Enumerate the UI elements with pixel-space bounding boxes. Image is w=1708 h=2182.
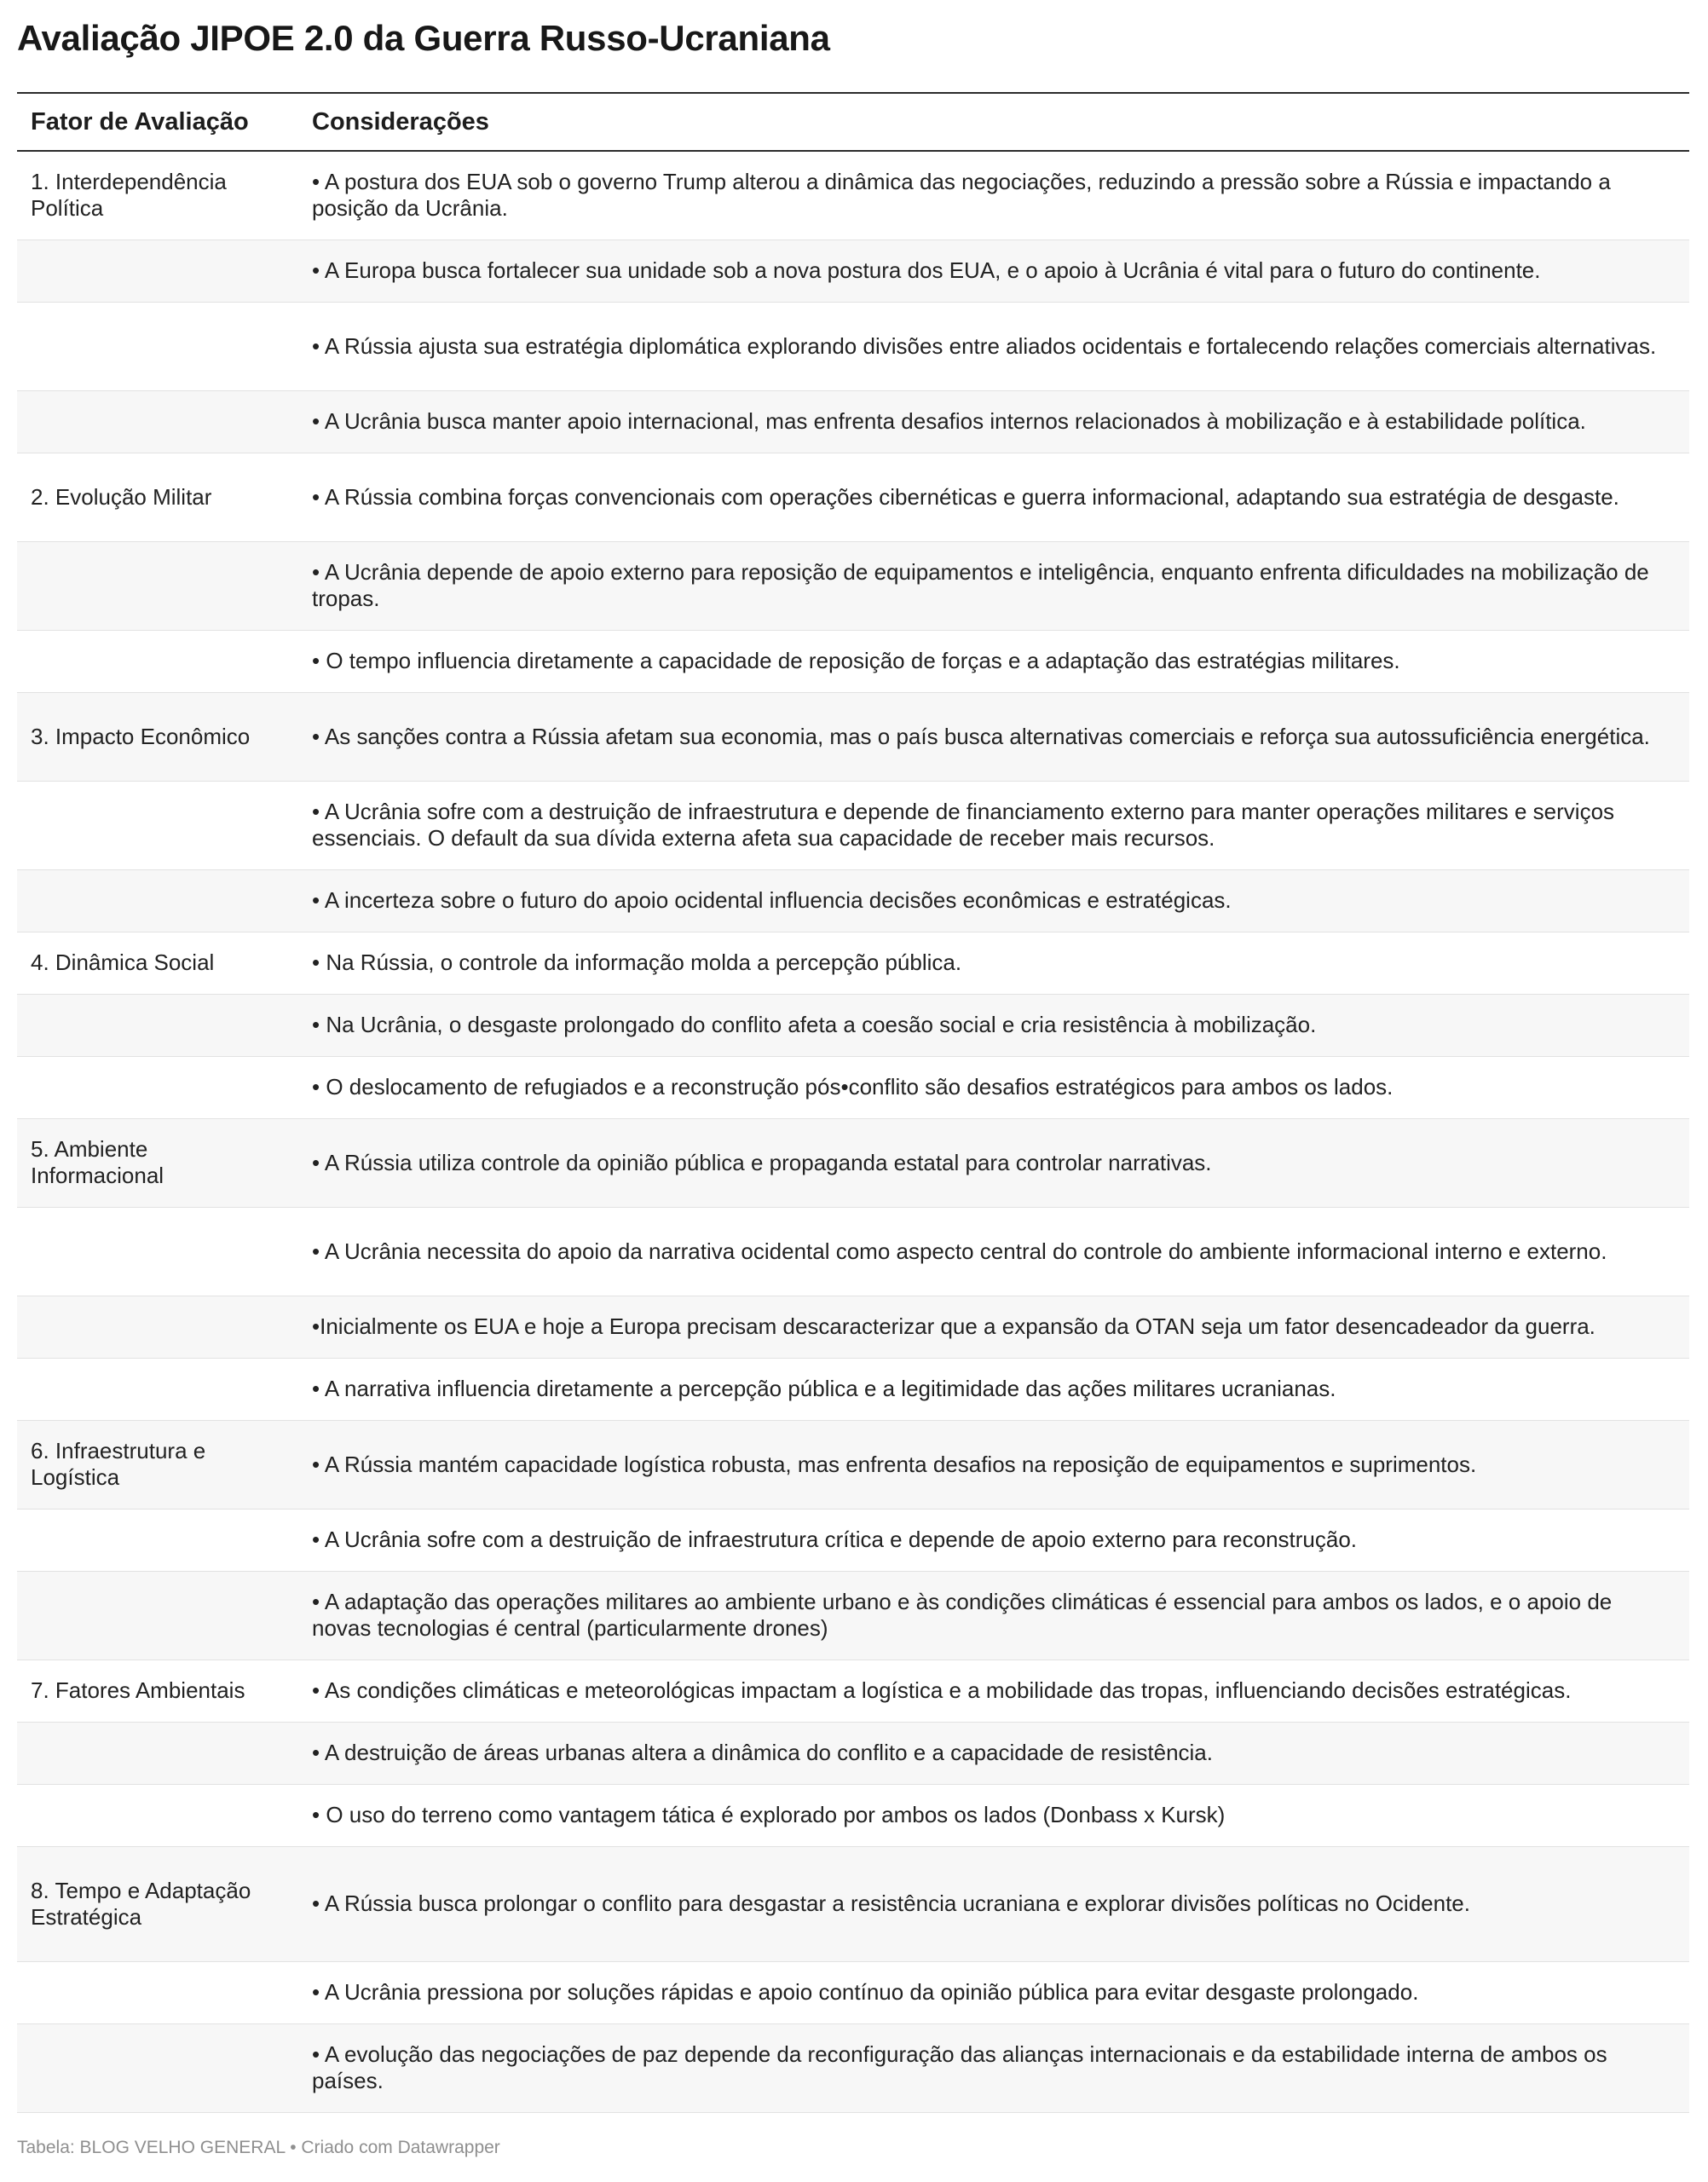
table-row — [17, 1784, 1689, 1846]
table-row — [17, 1722, 1689, 1784]
table-container — [17, 0, 1689, 2093]
row-factor — [17, 1056, 298, 1118]
row-text: • O deslocamento de refugiados e a reconstrução pós•conflito são desafios estratégicos para ambos os lados. — [298, 1056, 1689, 1118]
row-text: • As condições climáticas e meteorológicas impactam a logística e a mobilidade das tropas, influenciando decisões estratégicas. — [298, 1660, 1689, 1722]
table-row — [17, 630, 1689, 692]
row-factor — [17, 1358, 298, 1420]
row-text: • A Ucrânia busca manter apoio internacional, mas enfrenta desafios internos relacionados à mobilização e à estabilidade política. — [298, 390, 1689, 453]
row-factor: 1. Interdependência Política — [17, 151, 298, 240]
row-text: • A Rússia mantém capacidade logística robusta, mas enfrenta desafios na reposição de equipamentos e suprimentos. — [298, 1420, 1689, 1509]
table-row — [17, 302, 1689, 390]
row-factor: 4. Dinâmica Social — [17, 932, 298, 994]
row-factor: 6. Infraestrutura e Logística — [17, 1420, 298, 1509]
table-row — [17, 1509, 1689, 1571]
row-text: • A Rússia utiliza controle da opinião pública e propaganda estatal para controlar narrativas. — [298, 1118, 1689, 1207]
table-row — [17, 1846, 1689, 1961]
table-header-row — [17, 93, 1689, 151]
table-row — [17, 869, 1689, 932]
table-row — [17, 1358, 1689, 1420]
table-row — [17, 932, 1689, 994]
row-factor — [17, 2023, 298, 2112]
row-text: • A postura dos EUA sob o governo Trump alterou a dinâmica das negociações, reduzindo a pressão sobre a Rússia e impactando a posição da Ucrânia. — [298, 151, 1689, 240]
row-factor: 5. Ambiente Informacional — [17, 1118, 298, 1207]
row-text: • O tempo influencia diretamente a capacidade de reposição de forças e a adaptação das estratégias militares. — [298, 630, 1689, 692]
table-body — [17, 151, 1689, 2112]
table-row — [17, 390, 1689, 453]
row-factor: 7. Fatores Ambientais — [17, 1660, 298, 1722]
row-text: • A narrativa influencia diretamente a percepção pública e a legitimidade das ações militares ucranianas. — [298, 1358, 1689, 1420]
row-text: • Na Ucrânia, o desgaste prolongado do conflito afeta a coesão social e cria resistência à mobilização. — [298, 994, 1689, 1056]
row-text: • O uso do terreno como vantagem tática é explorado por ambos os lados (Donbass x Kursk) — [298, 1784, 1689, 1846]
table-row — [17, 1660, 1689, 1722]
row-text: • A Rússia busca prolongar o conflito para desgastar a resistência ucraniana e explorar divisões políticas no Ocidente. — [298, 1846, 1689, 1961]
row-factor — [17, 240, 298, 302]
table-row — [17, 1571, 1689, 1660]
table-row — [17, 453, 1689, 541]
row-factor — [17, 1784, 298, 1846]
row-factor — [17, 1509, 298, 1571]
row-text: • A Rússia combina forças convencionais com operações cibernéticas e guerra informacional, adaptando sua estratégia de desgaste. — [298, 453, 1689, 541]
table-row — [17, 1207, 1689, 1296]
row-text: • A destruição de áreas urbanas altera a dinâmica do conflito e a capacidade de resistência. — [298, 1722, 1689, 1784]
row-factor: 8. Tempo e Adaptação Estratégica — [17, 1846, 298, 1961]
table-row — [17, 151, 1689, 240]
row-text: • A Ucrânia pressiona por soluções rápidas e apoio contínuo da opinião pública para evitar desgaste prolongado. — [298, 1961, 1689, 2023]
table-row — [17, 1961, 1689, 2023]
table-row — [17, 1420, 1689, 1509]
row-factor — [17, 1296, 298, 1358]
assessment-table — [17, 92, 1689, 2113]
row-text: • Na Rússia, o controle da informação molda a percepção pública. — [298, 932, 1689, 994]
row-factor — [17, 1722, 298, 1784]
header-factor[interactable]: Fator de Avaliação — [17, 93, 298, 151]
header-considerations[interactable]: Considerações — [298, 93, 1689, 151]
row-factor — [17, 869, 298, 932]
row-text: • A Ucrânia sofre com a destruição de infraestrutura e depende de financiamento externo para manter operações militares e serviços essenciais. O default da sua dívida externa afeta sua capacidade de receber mais recursos. — [298, 781, 1689, 869]
row-text: • A Europa busca fortalecer sua unidade sob a nova postura dos EUA, e o apoio à Ucrânia é vital para o futuro do continente. — [298, 240, 1689, 302]
row-factor — [17, 630, 298, 692]
table-row — [17, 1118, 1689, 1207]
row-text: • A incerteza sobre o futuro do apoio ocidental influencia decisões econômicas e estratégicas. — [298, 869, 1689, 932]
row-factor — [17, 1961, 298, 2023]
table-row — [17, 240, 1689, 302]
row-text: • As sanções contra a Rússia afetam sua economia, mas o país busca alternativas comerciais e reforça sua autossuficiência energética. — [298, 692, 1689, 781]
row-text: • A evolução das negociações de paz depende da reconfiguração das alianças internacionais e da estabilidade interna de ambos os países. — [298, 2023, 1689, 2112]
row-factor: 3. Impacto Econômico — [17, 692, 298, 781]
row-text: • A adaptação das operações militares ao ambiente urbano e às condições climáticas é essencial para ambos os lados, e o apoio de novas tecnologias é central (particularmente drones) — [298, 1571, 1689, 1660]
row-text: • A Ucrânia sofre com a destruição de infraestrutura crítica e depende de apoio externo para reconstrução. — [298, 1509, 1689, 1571]
row-factor — [17, 541, 298, 630]
table-row — [17, 781, 1689, 869]
row-text: • A Ucrânia depende de apoio externo para reposição de equipamentos e inteligência, enquanto enfrenta dificuldades na mobilização de tropas. — [298, 541, 1689, 630]
row-factor — [17, 1571, 298, 1660]
table-row — [17, 994, 1689, 1056]
row-text: • A Ucrânia necessita do apoio da narrativa ocidental como aspecto central do controle do ambiente informacional interno e externo. — [298, 1207, 1689, 1296]
table-row — [17, 541, 1689, 630]
row-factor — [17, 390, 298, 453]
table-row — [17, 1296, 1689, 1358]
page-title: Avaliação JIPOE 2.0 da Guerra Russo-Ucraniana — [17, 18, 830, 58]
row-text: • A Rússia ajusta sua estratégia diplomática explorando divisões entre aliados ocidentais e fortalecendo relações comerciais alternativas. — [298, 302, 1689, 390]
row-factor: 2. Evolução Militar — [17, 453, 298, 541]
row-factor — [17, 994, 298, 1056]
row-factor — [17, 1207, 298, 1296]
row-factor — [17, 781, 298, 869]
table-row — [17, 2023, 1689, 2112]
table-row — [17, 692, 1689, 781]
table-row — [17, 1056, 1689, 1118]
row-factor — [17, 302, 298, 390]
row-text: •Inicialmente os EUA e hoje a Europa precisam descaracterizar que a expansão da OTAN seja um fator desencadeador da guerra. — [298, 1296, 1689, 1358]
source-footer: Tabela: BLOG VELHO GENERAL • Criado com Datawrapper — [17, 2138, 500, 2157]
